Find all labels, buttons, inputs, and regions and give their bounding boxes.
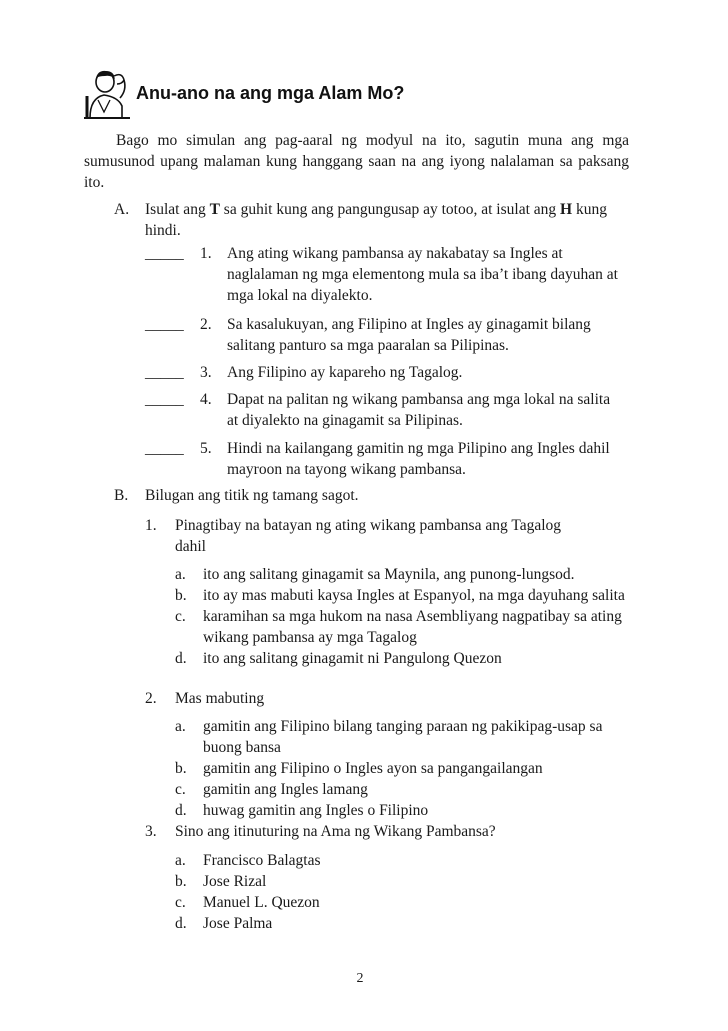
answer-blank[interactable]: _____ bbox=[145, 440, 184, 457]
option-text: ito ang salitang ginagamit ni Pangulong Quezon bbox=[203, 650, 502, 667]
tf-item bbox=[145, 243, 625, 306]
option-letter: c. bbox=[175, 781, 186, 798]
instr-true-letter: T bbox=[209, 201, 220, 218]
item-text: Ang ating wikang pambansa ay nakabatay sa Ingles at naglalaman ng mga elementong mula sa iba’t ibang dayuhan at mga lokal na diyalekto. bbox=[227, 245, 618, 304]
instr-part: Isulat ang bbox=[145, 201, 210, 218]
mc-question bbox=[145, 688, 625, 709]
section-b-instruction bbox=[114, 485, 624, 506]
option[interactable] bbox=[175, 606, 625, 648]
option[interactable] bbox=[175, 800, 625, 821]
instr-part: sa guhit kung ang pangungusap ay totoo, at isulat ang bbox=[219, 201, 561, 218]
section-b-letter: B. bbox=[114, 487, 129, 504]
option-letter: d. bbox=[175, 650, 187, 667]
question-text: Pinagtibay na batayan ng ating wikang pambansa ang Tagalog dahil bbox=[175, 517, 562, 555]
item-number: 1. bbox=[200, 245, 212, 262]
question-text: Sino ang itinuturing na Ama ng Wikang Pambansa? bbox=[175, 823, 496, 840]
option-text: ito ang salitang ginagamit sa Maynila, ang punong-lungsod. bbox=[203, 566, 575, 583]
option[interactable] bbox=[175, 564, 625, 585]
instr-false-letter: H bbox=[560, 201, 573, 218]
page-number: 2 bbox=[356, 971, 364, 986]
item-text: Ang Filipino ay kapareho ng Tagalog. bbox=[227, 364, 463, 381]
item-number: 4. bbox=[200, 391, 212, 408]
option-text: karamihan sa mga hukom na nasa Asembliyang nagpatibay sa ating wikang pambansa ay mga Tagalog bbox=[203, 608, 622, 646]
mc-question bbox=[145, 821, 625, 842]
answer-blank[interactable]: _____ bbox=[145, 391, 184, 408]
option-text: Jose Rizal bbox=[203, 873, 267, 890]
option[interactable] bbox=[175, 758, 625, 779]
question-number: 1. bbox=[145, 517, 157, 534]
option[interactable] bbox=[175, 871, 625, 892]
option-letter: b. bbox=[175, 873, 187, 890]
option-letter: a. bbox=[175, 718, 186, 735]
option-letter: c. bbox=[175, 894, 186, 911]
answer-blank[interactable]: _____ bbox=[145, 245, 184, 262]
option-text: ito ay mas mabuti kaysa Ingles at Espanyol, na mga dayuhang salita bbox=[203, 587, 625, 604]
thinking-person-icon bbox=[84, 68, 130, 120]
tf-item bbox=[145, 438, 625, 480]
section-b-text: Bilugan ang titik ng tamang sagot. bbox=[145, 487, 359, 504]
option-letter: d. bbox=[175, 915, 187, 932]
option-text: gamitin ang Ingles lamang bbox=[203, 781, 368, 798]
answer-blank[interactable]: _____ bbox=[145, 316, 184, 333]
section-a-text bbox=[145, 199, 624, 241]
tf-item bbox=[145, 314, 625, 356]
tf-item bbox=[145, 362, 625, 383]
mc-question bbox=[145, 515, 625, 557]
option-list bbox=[175, 716, 625, 821]
question-text: Mas mabuting bbox=[175, 690, 265, 707]
tf-item bbox=[145, 389, 625, 431]
page-title: Anu-ano na ang mga Alam Mo? bbox=[136, 83, 405, 103]
option[interactable] bbox=[175, 648, 625, 669]
option-text: huwag gamitin ang Ingles o Filipino bbox=[203, 802, 429, 819]
item-number: 2. bbox=[200, 316, 212, 333]
item-number: 5. bbox=[200, 440, 212, 457]
section-a-instruction bbox=[114, 199, 624, 241]
option-list bbox=[175, 564, 625, 669]
item-number: 3. bbox=[200, 364, 212, 381]
option-text: gamitin ang Filipino bilang tanging paraan ng pakikipag-usap sa buong bansa bbox=[203, 718, 603, 756]
answer-blank[interactable]: _____ bbox=[145, 364, 184, 381]
option-text: gamitin ang Filipino o Ingles ayon sa pangangailangan bbox=[203, 760, 543, 777]
item-text: Sa kasalukuyan, ang Filipino at Ingles ay ginagamit bilang salitang panturo sa mga paaralan sa Pilipinas. bbox=[227, 316, 591, 354]
option-letter: b. bbox=[175, 587, 187, 604]
question-number: 2. bbox=[145, 690, 157, 707]
option-text: Francisco Balagtas bbox=[203, 852, 321, 869]
intro-paragraph bbox=[84, 130, 629, 193]
option-letter: d. bbox=[175, 802, 187, 819]
item-text: Dapat na palitan ng wikang pambansa ang mga lokal na salita at diyalekto na ginagamit sa Pilipinas. bbox=[227, 391, 611, 429]
section-a-letter: A. bbox=[114, 201, 130, 218]
option[interactable] bbox=[175, 913, 625, 934]
question-number: 3. bbox=[145, 823, 157, 840]
option-text: Jose Palma bbox=[203, 915, 273, 932]
option-list bbox=[175, 850, 625, 934]
option[interactable] bbox=[175, 892, 625, 913]
option[interactable] bbox=[175, 779, 625, 800]
option[interactable] bbox=[175, 850, 625, 871]
instr-part: kung hindi. bbox=[145, 201, 607, 239]
option-letter: b. bbox=[175, 760, 187, 777]
option-letter: a. bbox=[175, 852, 186, 869]
option-letter: a. bbox=[175, 566, 186, 583]
option-letter: c. bbox=[175, 608, 186, 625]
option[interactable] bbox=[175, 716, 625, 758]
intro-text: Bago mo simulan ang pag-aaral ng modyul na ito, sagutin muna ang mga sumusunod upang malaman kung hanggang saan na ang iyong nalalaman sa paksang ito. bbox=[84, 132, 629, 191]
option-text: Manuel L. Quezon bbox=[203, 894, 320, 911]
option[interactable] bbox=[175, 585, 625, 606]
item-text: Hindi na kailangang gamitin ng mga Pilipino ang Ingles dahil mayroon na tayong wikang pambansa. bbox=[227, 440, 610, 478]
section-header bbox=[84, 68, 644, 120]
